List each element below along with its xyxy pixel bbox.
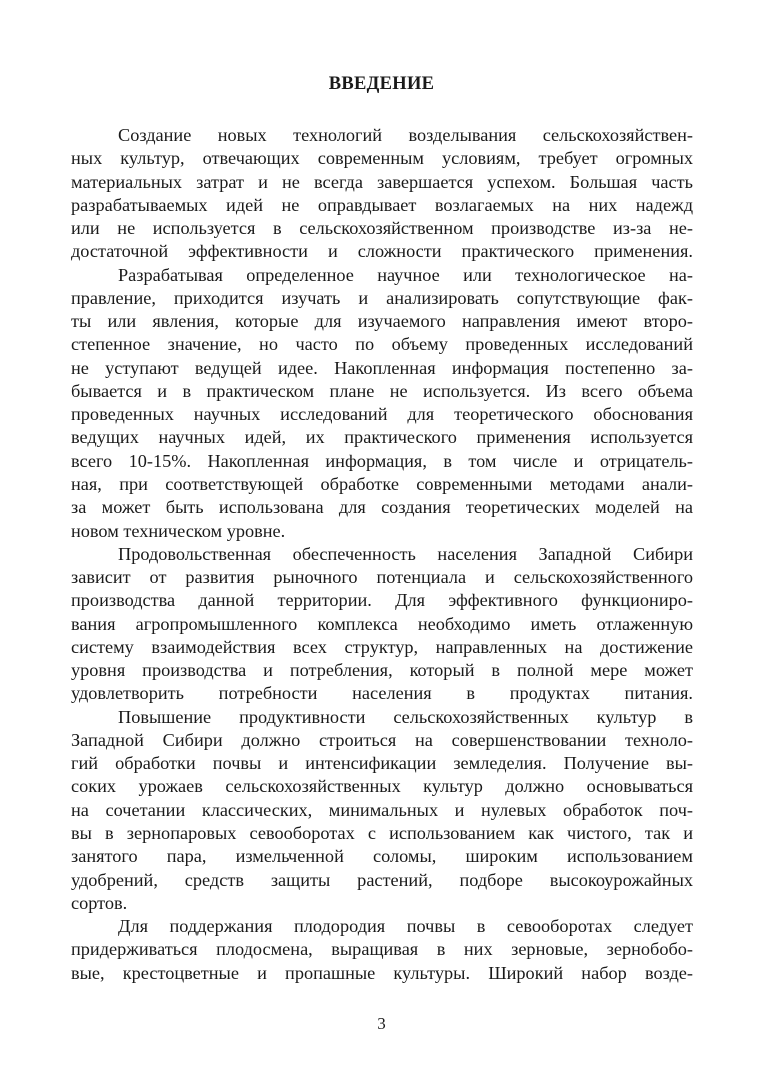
text-line: ведущих научных идей, их практического применения используется <box>71 427 693 448</box>
text-line: за может быть использована для создания теоретических моделей на <box>71 497 693 518</box>
text-line: зависит от развития рыночного потенциала и сельскохозяйственного <box>71 567 693 588</box>
text-line: достаточной эффективности и сложности практического применения. <box>71 241 693 262</box>
text-line: проведенных научных исследований для теоретического обоснования <box>71 404 693 425</box>
text-line: вые, крестоцветные и пропашные культуры. Широкий набор возде- <box>71 962 693 983</box>
text-line: Западной Сибири должно строиться на совершенствовании техноло- <box>71 729 693 750</box>
text-line: степенное значение, но часто по объему проведенных исследований <box>71 334 693 355</box>
text-line: вания агропромышленного комплекса необходимо иметь отлаженную <box>71 613 693 634</box>
text-line: соких урожаев сельскохозяйственных культур должно основываться <box>71 776 693 797</box>
text-line: или не используется в сельскохозяйственном производстве из-за не- <box>71 218 693 239</box>
text-line: правление, приходится изучать и анализировать сопутствующие фак- <box>71 287 693 308</box>
text-line: Повышение продуктивности сельскохозяйственных культур в <box>118 706 693 727</box>
text-line: всего 10-15%. Накопленная информация, в том числе и отрицатель- <box>71 450 693 471</box>
text-line: бывается и в практическом плане не используется. Из всего объема <box>71 380 693 401</box>
paragraph-2 <box>71 264 693 543</box>
text-line: уровня производства и потребления, который в полной мере может <box>71 660 693 681</box>
body-text <box>71 124 693 985</box>
text-line: ных культур, отвечающих современным условиям, требует огромных <box>71 148 693 169</box>
text-line: ная, при соответствующей обработке современными методами анали- <box>71 473 693 494</box>
text-line: Разрабатывая определенное научное или технологическое на- <box>118 264 693 285</box>
page-number: 3 <box>377 1014 386 1033</box>
text-line: производства данной территории. Для эффективного функциониро- <box>71 590 693 611</box>
text-line: Создание новых технологий возделывания сельскохозяйствен- <box>118 125 693 145</box>
text-line: удовлетворить потребности населения в продуктах питания. <box>71 683 693 704</box>
text-line: удобрений, средств защиты растений, подборе высокоурожайных <box>71 869 693 890</box>
text-line: новом техническом уровне. <box>71 520 286 541</box>
text-line: придерживаться плодосмена, выращивая в них зерновые, зернобобо- <box>71 939 693 960</box>
text-line: Для поддержания плодородия почвы в севооборотах следует <box>118 916 693 937</box>
paragraph-5 <box>71 915 693 985</box>
text-line: гий обработки почвы и интенсификации земледелия. Получение вы- <box>71 753 693 774</box>
text-line: на сочетании классических, минимальных и нулевых обработок поч- <box>71 799 693 820</box>
text-line: занятого пара, измельченной соломы, широким использованием <box>71 846 693 867</box>
paragraph-3 <box>71 543 693 706</box>
text-line: систему взаимодействия всех структур, направленных на достижение <box>71 636 693 657</box>
paragraph-4 <box>71 706 693 915</box>
text-line: разрабатываемых идей не оправдывает возлагаемых на них надежд <box>71 194 693 215</box>
text-line: Продовольственная обеспеченность населения Западной Сибири <box>118 543 693 564</box>
page-title: ВВЕДЕНИЕ <box>328 74 435 94</box>
paragraph-1 <box>71 124 693 264</box>
text-line: сортов. <box>71 892 128 913</box>
text-line: вы в зернопаровых севооборотах с использованием как чистого, так и <box>71 822 693 843</box>
text-line: не уступают ведущей идее. Накопленная информация постепенно за- <box>71 357 693 378</box>
text-line: ты или явления, которые для изучаемого направления имеют второ- <box>71 311 693 332</box>
text-line: материальных затрат и не всегда завершается успехом. Большая часть <box>71 171 693 192</box>
